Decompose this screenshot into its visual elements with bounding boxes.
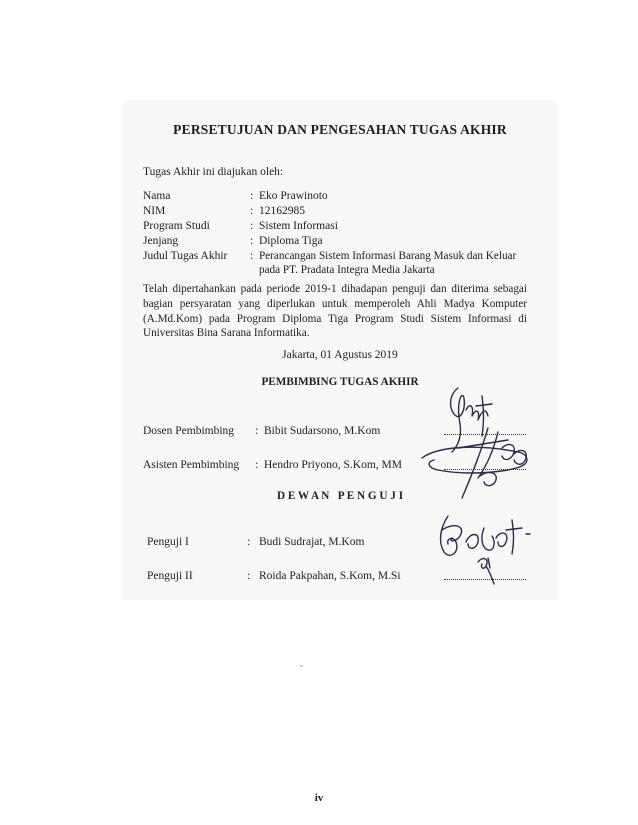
field-colon: : bbox=[250, 220, 254, 232]
field-value-nama: Eko Prawinoto bbox=[259, 190, 328, 202]
field-label-judul: Judul Tugas Akhir bbox=[143, 250, 228, 262]
field-label-program-studi: Program Studi bbox=[143, 220, 210, 232]
field-colon: : bbox=[250, 250, 254, 262]
field-colon: : bbox=[247, 536, 251, 548]
signature-asisten bbox=[418, 418, 538, 508]
field-value-jenjang: Diploma Tiga bbox=[259, 235, 323, 247]
examiner-name-1: Budi Sudrajat, M.Kom bbox=[259, 536, 365, 548]
advisor-role-dosen: Dosen Pembimbing bbox=[143, 425, 235, 437]
field-value-judul-line2: pada PT. Pradata Integra Media Jakarta bbox=[259, 264, 435, 276]
place-date: Jakarta, 01 Agustus 2019 bbox=[282, 349, 398, 361]
examiner-role-2: Penguji II bbox=[147, 570, 193, 582]
scan-artifact bbox=[300, 665, 303, 667]
page-title: PERSETUJUAN DAN PENGESAHAN TUGAS AKHIR bbox=[173, 122, 507, 137]
examiner-role-1: Penguji I bbox=[147, 536, 189, 548]
signature-penguji-2 bbox=[472, 552, 502, 588]
advisor-role-asisten: Asisten Pembimbing bbox=[143, 459, 240, 471]
field-value-nim: 12162985 bbox=[259, 205, 305, 217]
field-value-program-studi: Sistem Informasi bbox=[259, 220, 338, 232]
field-label-jenjang: Jenjang bbox=[143, 235, 179, 247]
advisor-name-dosen: Bibit Sudarsono, M.Kom bbox=[264, 425, 381, 437]
examiner-heading: D E W A N P E N G U J I bbox=[276, 490, 404, 502]
statement-paragraph: Telah dipertahankan pada periode 2019-1 dihadapan penguji dan diterima sebagai bagian persyaratan yang diperlukan untuk memperoleh Ahli Madya Komputer (A.Md.Kom) pada Program Diploma Tiga Program Studi Sistem Informasi di Universitas Bina Sarana Informatika. bbox=[143, 283, 527, 340]
advisor-name-asisten: Hendro Priyono, S.Kom, MM bbox=[264, 459, 403, 471]
field-colon: : bbox=[247, 570, 251, 582]
field-colon: : bbox=[255, 425, 259, 437]
field-colon: : bbox=[250, 190, 254, 202]
intro-text: Tugas Akhir ini diajukan oleh: bbox=[143, 166, 284, 178]
field-label-nama: Nama bbox=[143, 190, 171, 202]
field-label-nim: NIM bbox=[143, 205, 166, 217]
field-colon: : bbox=[250, 205, 254, 217]
advisor-heading: PEMBIMBING TUGAS AKHIR bbox=[261, 376, 419, 388]
examiner-name-2: Roida Pakpahan, S.Kom, M.Si bbox=[259, 570, 401, 582]
page-number: iv bbox=[314, 792, 324, 804]
field-colon: : bbox=[250, 235, 254, 247]
field-colon: : bbox=[255, 459, 259, 471]
field-value-judul-line1: Perancangan Sistem Informasi Barang Masuk dan Keluar bbox=[259, 250, 517, 262]
